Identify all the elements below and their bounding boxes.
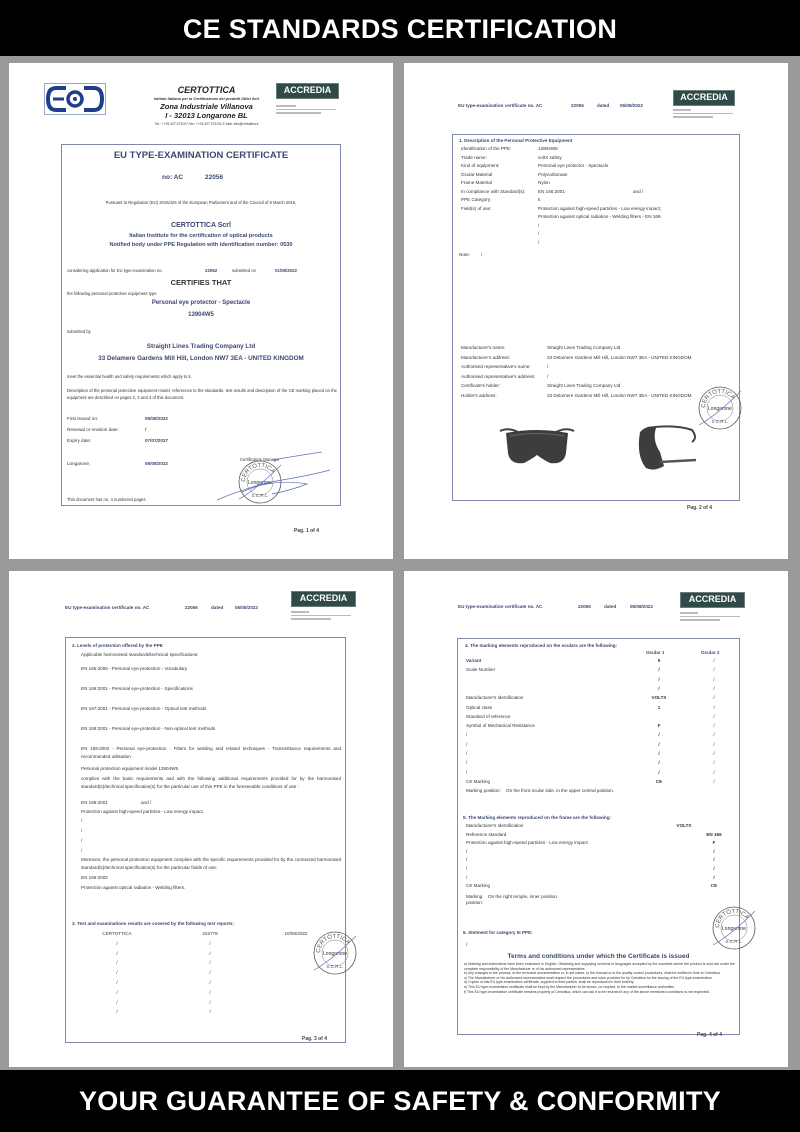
page-number: Pag. 4 of 4 [697,1032,723,1038]
field-value: 13904W5 [538,146,558,151]
field-label: Ocular Material [461,171,493,177]
party-label: Authorised representative's name: [461,364,531,370]
org-address-1: Zona Industriale Villanova [160,102,253,111]
section-2-heading: 2. Levels of protection offered by the PPE [72,643,163,648]
accredia-note [673,109,733,120]
test-lab: / [116,1009,118,1015]
protection-line-2: Protection against optical radiation - Welding filters. [81,885,186,890]
ocular-row-label: Symbol of Mechanical Resistance [466,723,535,729]
certificate-no-value: 22056 [205,174,224,181]
party-value: 33 Delamere Gardens Mill Hill, London NW7 3EA - UNITED KINGDOM [547,354,692,360]
frame-row-value: EN 166 [706,831,722,837]
test-report-no: / [209,999,211,1005]
markings-box [457,638,750,1035]
body-notified: Notified body under PPE Regulation with identification number: 0530 [109,242,293,248]
stamp-middle-text: Longarone [708,406,732,412]
ocular-2-value: / [713,658,715,663]
party-label: Manufacturer's address: [461,354,511,360]
company-name: Straight Lines Trading Company Ltd [146,343,256,350]
ocular-2-value: / [713,704,715,710]
party-value: Straight Lines Trading Company Ltd [547,383,621,389]
accredia-note [276,105,336,116]
stamp [697,385,743,436]
header-label: EU type-examination certificate no. AC [458,604,543,609]
frame-row-label: / [466,866,468,871]
ocular-1-value: / [658,769,660,775]
field-label: Frame Material [461,180,492,185]
frame-row-value: VOLTX [676,823,692,828]
ocular-2-value: / [713,667,715,673]
stamp-bottom-text: S.C.R.L. [251,493,269,498]
accredia-logo [291,591,356,607]
field-label: PPE Category: [461,197,492,202]
test-lab: / [116,999,118,1005]
certottica-logo [44,83,106,115]
header-number: 22056 [185,605,198,610]
ppe-description-box [452,134,740,501]
org-subtitle: Istituto Italiano per la Certificazione dei prodotti Ottici Scrl [153,97,260,101]
certifies-heading: CERTIFIES THAT [170,278,232,287]
field-value: voltX safety [538,154,562,160]
date-value: 05/08/2022 [145,416,168,421]
test-report-no: / [209,970,211,976]
header-date: 05/08/2022 [620,103,643,108]
stamp-top-text: CERTOTTICA [714,908,750,929]
certificate-no-label: no: AC [162,174,184,181]
ocular-2-value: / [713,769,715,775]
field-value: / [538,231,540,236]
stamp-middle-text: Longarone [248,480,272,486]
standard-item: EN 166:2001 - Personal eye-protection - Specifications [81,686,193,691]
field-value: II [538,197,541,202]
stamp-bottom-text: S.C.R.L. [711,419,729,424]
pages-note: This document has no. 4 numbered pages. [67,497,147,502]
body-name: CERTOTTICA Scrl [171,222,231,229]
ocular-2-value: / [713,732,715,738]
considering-text: considering application for EU type-examination no. [67,268,163,273]
bottom-banner: YOUR GUARANTEE OF SAFETY & CONFORMITY [0,1070,800,1132]
frame-row-value: F [712,840,716,846]
header-date: 05/08/2022 [235,605,258,610]
field-value: Protection against high-speed particles - Low energy impact; [538,205,662,211]
complies-text: complies with the basic requirements and with the following additional requirements provided for by the harmonised standard(s)/technical specification(s) for the particular use of this PPE in the foreseeable conditions of use : [81,776,341,789]
test-lab: / [116,970,118,976]
terms-item: a) Marking and instructions have been examined in English. Obtaining and supplying versions in languages accepted by the countries where the product is sold are under the complete responsibility of the Manufacturer or of his authorized representative. [464,962,735,971]
model-line: Personal protection equipment model 13904W5 [81,766,179,771]
ocular-1-value: / [658,751,660,756]
ocular-2-value: / [713,695,715,701]
ocular-row-label: Scale Number [466,667,496,673]
stamp-top-text: CERTOTTICA [315,933,351,954]
date-label: First issued on: [67,416,99,421]
ocular-row-label: / [466,769,468,775]
accredia-note [291,611,351,622]
date-value: / [145,427,147,432]
frame-row-label: Manufacturer's Identification [466,823,524,828]
standard-item: EN 168:2001 - Personal eye-protection - Non-optical test methods [81,726,216,731]
ocular-1-value: CE [655,778,663,784]
body-description: Italian Institute for the certification of optical products [129,233,273,239]
frame-row-label: / [466,848,468,854]
test-report-no: / [209,980,211,985]
field-value: / [538,222,540,228]
frame-row-label: / [466,874,468,880]
ocular-1-value: / [658,741,660,747]
header-label: EU type-examination certificate no. AC [458,103,543,108]
field-extra: and / [633,188,644,194]
terms-title: Terms and conditions under which the Certificate is issued [507,953,690,960]
test-report-no: / [209,989,211,995]
ocular-2-value: / [713,723,715,729]
standard-line-2: EN 169:2002 [81,875,108,880]
ocular-2-value: / [713,751,715,756]
ocular-marking-label: Marking position: [466,788,501,793]
frame-marking-label: Marking [466,894,483,899]
ocular-1-value: / [658,667,660,673]
glasses-side-image [634,418,700,476]
stamp-middle-text: Longarone [722,926,746,932]
test-report-no: / [209,960,211,966]
ocular-row-label: / [466,760,468,766]
field-value: Polycarbonate [538,171,568,177]
page-number: Pag. 3 of 4 [302,1036,328,1042]
frame-marking-label-2: position: [466,900,484,905]
page-number: Pag. 2 of 4 [687,505,713,511]
ocular-1-value: / [658,676,660,682]
note-label: Note: [459,252,470,257]
org-contact: Tel.: ++39 437 573157 Fax: ++39 437 573131 E-Mail: info@certottica.it [154,122,259,126]
frame-marking-value: On the right temple, inner position. [488,894,559,899]
standard-item: EN 169:2002 - Personal eye-protection - Filters for welding and related techniques - Transmittance requirements and recommended utilisation [81,746,341,759]
product-type: Personal eye protector - Spectacle [151,300,251,306]
ocular-1-value: F [657,723,661,729]
field-value: Protection against optical radiation - Welding filters - EN 169. [538,214,662,219]
ocular-1-value: / [658,760,660,766]
ocular-row-label: / [466,732,468,738]
terms-item: d) Copies of this EU type-examination certificate, supplied to third parties, shall be reproduced in their entirety. [464,980,635,985]
test-report-no: / [209,1009,211,1015]
date-value: 05/08/2022 [145,461,168,466]
date-label: Expiry date: [67,438,92,443]
frame-row-label: CE Marking [466,883,490,889]
field-label: Trade name: [461,154,487,160]
section-6-heading: 6. Stetment for category III PPE: [463,930,533,935]
org-name: CERTOTTICA [177,85,236,95]
accredia-text: ACCREDIA [688,594,737,604]
party-label: Manufacturer's name: [461,345,506,350]
field-label: Field(s) of use: [461,205,492,211]
glasses-front-image [498,423,576,469]
org-address-2: I - 32013 Longarone BL [165,111,248,120]
section-5-heading: 5. The Marking elements reproduced on the frame are the following: [463,815,612,820]
field-label: Identification of the PPE: [461,146,512,151]
pursuant-text: Pursuant to Regulation (EU) 2016/425 of the European Parliament and of the Council of 9 March 2016, [105,200,297,205]
party-label: Authorised representative's address: [461,373,536,379]
test-report-no: / [209,950,211,956]
company-address: 33 Delamere Gardens Mill Hill, London NW7 3EA - UNITED KINGDOM [98,355,304,362]
test-lab: / [116,950,118,956]
section-4-heading: 4. The marking elements reproduced on the oculars are the following: [465,643,618,648]
standard-item: EN 165:2005 - Personal eye-protection - Vocabulary [81,666,188,671]
certificate-title: EU TYPE-EXAMINATION CERTIFICATE [113,150,289,161]
certottica-stamp [697,385,743,431]
ocular-1-value: / [658,685,660,691]
header-number: 22056 [571,103,584,108]
section-6-value: / [466,942,468,947]
test-report-no: 222778 [202,931,218,936]
protection-line-1: Protection against high-speed particles - Low energy impact. [81,809,205,814]
ocular-1-value: / [658,732,660,738]
ocular-2-value: / [713,741,715,747]
ocular-1-header: Ocular 1 [646,650,665,655]
ocular-1-value: 1 [657,704,661,710]
frame-row-value: / [713,857,715,863]
certificate-page-2 [404,63,788,559]
ocular-2-header: Ocular 2 [701,650,720,655]
section-1-heading: 1. Description of the Personal Protective Equipment [459,138,573,143]
header-label: EU type-examination certificate no. AC [65,605,150,610]
field-value: Nylon [538,180,550,185]
stamp [312,930,358,981]
submitted-on-label: submitted on [232,268,256,273]
date-label: Longarone, [67,461,91,466]
certificate-box [61,144,341,506]
date-value: 07/07/2027 [145,438,168,443]
slash-line: / [81,848,83,853]
meet-text: meet the essential health and safety requirements which apply to it. [67,374,192,379]
test-lab: / [116,940,118,946]
certificate-page-4 [404,571,788,1067]
stamp-middle-text: Longarone [323,951,347,957]
protection-levels-box [65,637,351,1043]
header-dated: dated [597,103,610,108]
stamp [711,905,757,956]
terms-list [464,962,735,994]
accredia-text: ACCREDIA [283,85,332,95]
slash-line: / [81,838,83,843]
standard-item: EN 167:2001 - Personal eye-protection - Optical test methods [81,706,207,711]
certificate-page-3 [9,571,393,1067]
page-number: Pag. 1 of 4 [294,528,320,534]
submitted-by-label: submitted by [67,329,91,334]
terms-item: b) Any changes to the product, to the technical documentation or, in set cases, to the manual or to the quality control procedures, shall be notified in time to Certottica. [464,971,721,976]
note-value: / [481,252,483,257]
certottica-stamp [237,459,283,505]
ocular-row-label: Optical class [466,704,493,710]
accredia-note [680,612,740,623]
ocular-row-label: Manufacturer's Identification [466,695,524,701]
field-label: In compliance with Standard(s): [461,188,526,194]
stamp-bottom-text: S.C.R.L. [725,939,743,944]
party-value: 33 Delamere Gardens Mill Hill, London NW7 3EA - UNITED KINGDOM [547,393,692,398]
frame-row-value: / [713,848,715,854]
field-value: / [538,239,540,245]
ocular-2-value: / [713,760,715,766]
application-no: 22062 [205,268,218,273]
party-label: Certificate's holder: [461,383,501,389]
field-value: EN 166:2001 [538,188,565,194]
test-lab: / [116,989,118,995]
accredia-logo [680,592,745,608]
section-3-heading: 3. Test and examinations results are covered by the following test reports: [72,921,235,926]
frame-row-value: CE [710,883,718,889]
terms-item: c) The Manufacturer or his authorized representative shall respect the procedures and rules provided for by Certottica for the issuing of the EU type-examination. [464,975,713,980]
ocular-marking-value: On the front ocular side, in the upper central position. [506,788,615,793]
test-date: 10/06/2022 [284,931,308,936]
party-value: / [547,364,549,370]
accredia-text: ACCREDIA [299,593,348,603]
certificate-page-1 [9,63,393,559]
ocular-row-label: / [466,751,468,756]
header-dated: dated [604,604,617,609]
submitted-on-date: 01/08/2022 [275,268,297,273]
stamp-top-text: CERTOTTICA [240,462,276,483]
standard-line: EN 166:2001 [81,800,108,805]
test-lab: / [116,980,118,985]
slash-line: / [81,818,83,823]
ocular-row-label: Standard of reference [466,713,511,719]
signatory-title: Certification Manager [240,457,280,462]
stamp-bottom-text: S.C.R.L. [326,964,344,969]
applicable-text: Applicable harmonised standards/technical specifications: [81,652,199,657]
party-value: / [547,373,549,379]
terms-item: f) This EU type-examination certificate remains property of Certottica, which can ask it to be returned if any of the above mentioned conditions is not respected. [464,989,710,994]
frame-row-value: / [713,866,715,871]
party-label: Holder's address: [461,393,497,398]
frame-row-label: Reference standard [466,831,507,837]
ocular-1-value: VOLTX [651,695,667,701]
ocular-row-label: Variant [466,658,482,663]
test-lab: CERTOTTICA [102,931,132,936]
standard-and: and / [141,800,152,805]
frame-row-label: / [466,857,468,863]
party-value: Straight Lines Trading Company Ltd [547,345,621,350]
following-text: the following personal protective equipment type [67,291,157,296]
frame-row-value: / [713,874,715,880]
ocular-row-label: / [466,741,468,747]
top-banner: CE STANDARDS CERTIFICATION [0,0,800,56]
header-number: 22056 [578,604,591,609]
certottica-stamp [711,905,757,951]
moreover-text: Moreover, the personal protection equipment complies with the specific requirements provided for by the connected harmonised standard(s)/technical specification(s) for the particular fields of use: [81,857,341,870]
ocular-2-value: / [713,713,715,719]
accredia-text: ACCREDIA [680,92,728,102]
date-label: Renewal or revision date: [67,427,119,432]
field-value: Personal eye protector - Spectacle [538,163,609,168]
frame-row-label: Protection against high-speed particles - Low energy impact [466,840,588,846]
ocular-1-value: 5 [657,658,661,663]
header-dated: dated [211,605,224,610]
stamp [237,459,283,510]
accredia-logo [276,83,339,99]
product-model: 13904W5 [188,312,214,318]
header-date: 05/08/2022 [630,604,653,609]
certottica-stamp [312,930,358,976]
slash-line: / [81,828,83,833]
ocular-row-label: CE Marking [466,778,490,784]
test-report-no: / [209,940,211,946]
ocular-2-value: / [713,685,715,691]
field-label: Kind of equipment: [461,163,500,168]
ocular-2-value: / [713,676,715,682]
description-text: Description of the personal protective equipment model, references to the standards, test results and description of the CE marking placed on the equipment are described on pages 2, 3 and 4 of this document. [67,388,337,400]
terms-item: e) This EU type-examination certificate shall be kept by the Manufacturer to be shown, on request, to the market surveillance authorities. [464,984,676,989]
test-lab: / [116,960,118,966]
accredia-logo [673,90,735,106]
stamp-top-text: CERTOTTICA [700,388,736,409]
ocular-2-value: / [713,778,715,784]
